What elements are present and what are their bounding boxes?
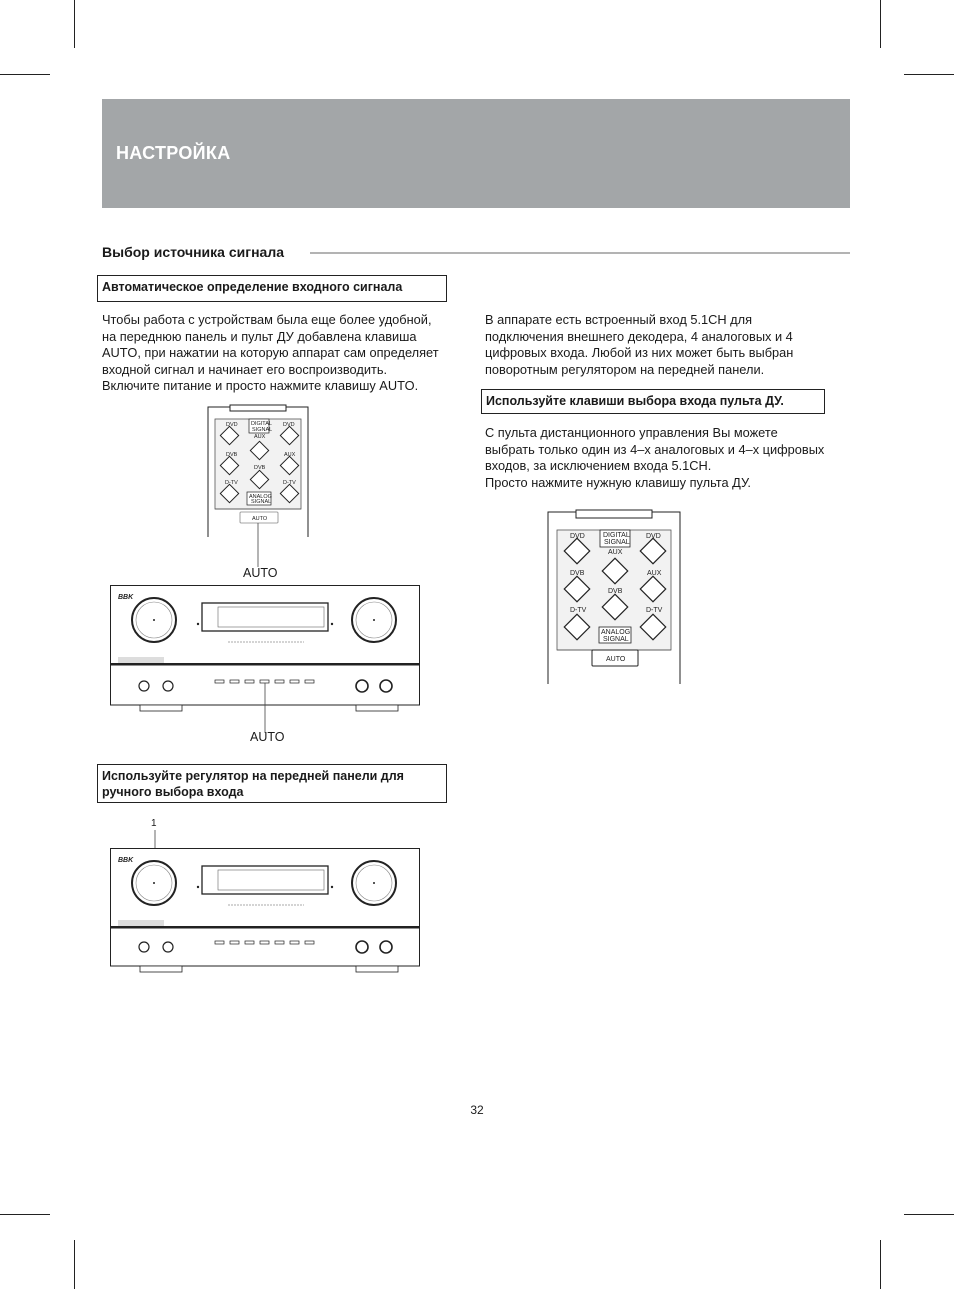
remote-auto-button-label: AUTO (252, 516, 268, 522)
crop-mark (904, 1214, 954, 1215)
receiver-front-panel-manual (110, 830, 420, 975)
remote-label-dtv: D-TV (283, 480, 296, 486)
page-title: НАСТРОЙКА (116, 143, 231, 163)
remote-label-dvd: DVD (283, 422, 295, 428)
text-line: С пульта дистанционного управления Вы можете (485, 425, 778, 440)
subheading-text: Используйте клавиши выбора входа пульта ДУ. (486, 394, 784, 408)
section-rule (310, 252, 850, 254)
crop-mark (904, 74, 954, 75)
remote-label-dvb: DVB (226, 452, 238, 458)
text-line: на переднюю панель и пульт ДУ добавлена клавиша (102, 328, 417, 344)
text-line: Чтобы работа с устройствам была еще более удобной, (102, 312, 432, 327)
text-line: входной сигнал и начинает его воспроизводить. (102, 361, 388, 377)
subheading-auto-detect (97, 275, 447, 302)
caption-auto-remote: AUTO (243, 566, 278, 580)
remote-label-aux: AUX (254, 434, 266, 440)
header-band (102, 99, 850, 208)
remote-label-signal: SIGNAL (252, 427, 273, 433)
receiver-front-panel (110, 585, 420, 715)
crop-mark (880, 1240, 881, 1289)
remote-illustration-large (548, 510, 682, 684)
remote-illustration-small (208, 405, 310, 537)
remote-label-dvd: DVD (570, 533, 585, 540)
remote-label-signal: SIGNAL (604, 539, 630, 546)
remote-label-digital: DIGITAL (251, 421, 272, 427)
text-line: цифровых входа. Любой из них может быть выбран (485, 345, 794, 360)
remote-label-aux: AUX (284, 452, 296, 458)
paragraph-remote-info (485, 425, 855, 491)
section-title: Выбор источника сигнала (102, 244, 284, 260)
remote-label-aux: AUX (647, 570, 662, 577)
subheading-remote-select (481, 389, 825, 414)
text-line: поворотным регулятором на передней панели. (485, 361, 765, 377)
crop-mark (0, 74, 50, 75)
remote-label-dvb: DVB (254, 465, 266, 471)
brand-logo: BBK (118, 594, 134, 601)
text-line: входов, за исключением входа 5.1CH. (485, 458, 712, 473)
crop-mark (74, 0, 75, 48)
remote-label-dvb: DVB (570, 570, 585, 577)
brand-logo: BBK (118, 857, 134, 864)
remote-label-dtv: D-TV (225, 480, 238, 486)
crop-mark (74, 1240, 75, 1289)
remote-label-signal: SIGNAL (603, 636, 629, 643)
text-line: Просто нажмите нужную клавишу пульта ДУ. (485, 474, 751, 490)
subheading-text: Используйте регулятор на передней панели для (102, 769, 404, 783)
caption-auto-panel: AUTO (250, 730, 285, 744)
remote-label-digital: DIGITAL (603, 532, 630, 539)
subheading-manual-select (97, 764, 447, 803)
text-line: выбрать только один из 4–х аналоговых и 4–х цифровых (485, 441, 825, 457)
paragraph-auto-intro (102, 312, 472, 395)
crop-mark (0, 1214, 50, 1215)
remote-label-analog: ANALOG (601, 629, 631, 636)
remote-label-signal: SIGNAL (251, 499, 272, 505)
remote-label-dvb: DVB (608, 588, 623, 595)
remote-label-analog: ANALOG (249, 494, 272, 500)
remote-auto-button-label: AUTO (606, 656, 626, 663)
subheading-text: Автоматическое определение входного сигнала (102, 280, 403, 294)
subheading-text: ручного выбора входа (102, 785, 244, 799)
remote-label-dvd: DVD (646, 533, 661, 540)
callout-number: 1 (151, 818, 157, 829)
crop-mark (880, 0, 881, 48)
page-number: 32 (470, 1103, 484, 1117)
remote-label-aux: AUX (608, 549, 623, 556)
remote-label-dvd: DVD (226, 422, 238, 428)
text-line: AUTO, при нажатии на которую аппарат сам определяет (102, 345, 439, 360)
remote-label-dtv: D-TV (646, 607, 663, 614)
text-line: Включите питание и просто нажмите клавишу AUTO. (102, 378, 419, 393)
paragraph-inputs-info (485, 312, 855, 378)
text-line: подключения внешнего декодера, 4 аналоговых и 4 (485, 328, 793, 344)
remote-label-dtv: D-TV (570, 607, 587, 614)
text-line: В аппарате есть встроенный вход 5.1CH для (485, 312, 753, 327)
